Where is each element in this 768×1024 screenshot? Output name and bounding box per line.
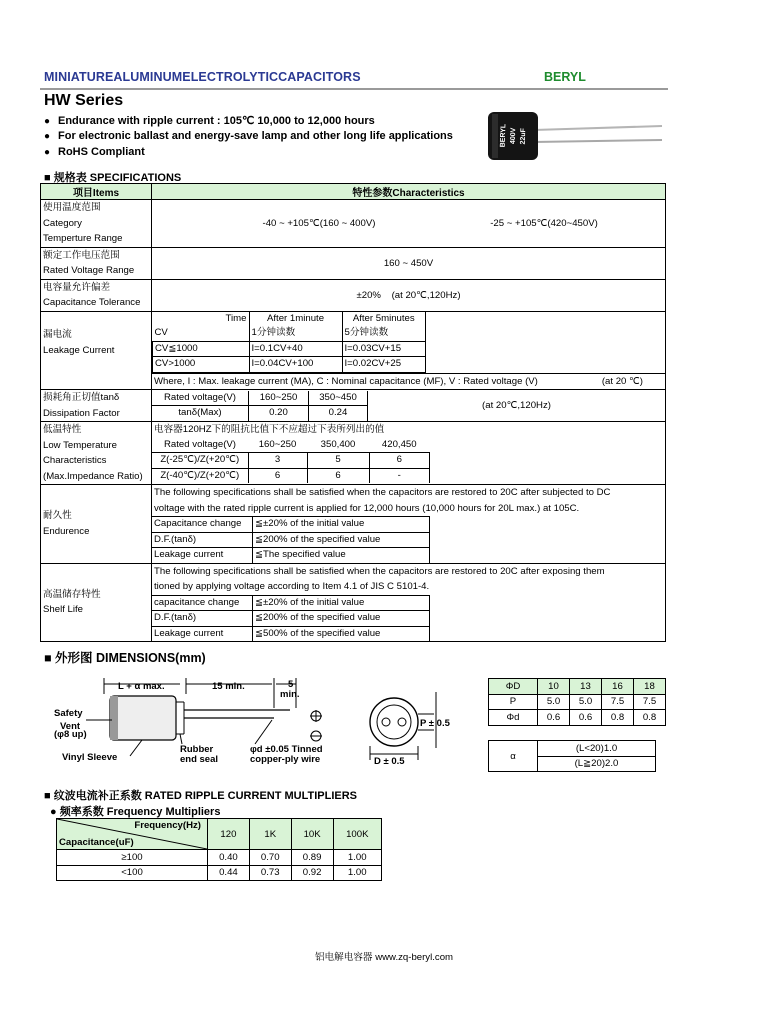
label-vent-size: (φ8 up) [54,729,87,740]
spec-heading: ■ 规格表 SPECIFICATIONS [44,172,182,184]
label-wire-2: copper-ply wire [250,754,321,765]
series-title: HW Series [44,92,124,109]
leakage-note: Where, I : Max. leakage current (MA), C : Nominal capacitance (MF), V : Rated voltage (V) [154,375,538,387]
label-vinyl-sleeve: Vinyl Sleeve [62,752,118,763]
col-characteristics: 特性参数Characteristics [152,184,666,200]
label-p-tol: P ± 0.5 [420,718,450,729]
category-range-2: -25 ~ +105℃(420~450V) [490,217,598,229]
dissipation-cond: (at 20℃,120Hz) [482,400,551,411]
ripple-table: Frequency(Hz) Capacitance(uF) 120 1K 10K 100K ≥100 0.40 0.70 0.89 1.00 <100 0.44 0.73 0.92 1.00 [56,818,382,881]
label-rubber: Rubber [180,744,214,755]
row-low-temperature: 低温特性 Low Temperature Characteristics (Max.Impedance Ratio) 电容器120HZ下的阻抗比值下不应超过下表所列出的值 Rated voltage(V) 160~250 350,400 420,450 Z(-25℃)/Z(+20℃) 3 5 6 Z(-40℃)/Z(+20℃) 6 6 - [41,422,666,485]
row-category: 使用温度范围 Category Temperture Range -40 ~ +105℃(160 ~ 400V) -25 ~ +105℃(420~450V) [41,200,666,248]
capacitor-marking-capacitance: 22uF [519,128,528,145]
voltage-value: 160 ~ 450V [152,247,666,279]
label-min: min. [280,689,300,700]
row-endurance: 耐久性 Endurence The following specifications shall be satisfied when the capacitors are restored to 20C after subjected to DC voltage with the rated ripple current is applied for 12,000 hours (10,000 hours for 20L max.) at 105C. Capacitance change ≦±20% of the initial value D.F.(tanδ) ≦200% of the specified value Leakage current ≦The specified value [41,485,666,564]
col-items: 项目Items [41,184,152,200]
row-leakage: 漏电流 Leakage Current Time After 1minute After 5minutes CV 1分钟读数 5分钟读数 CV≦1000 I=0.1CV+40 I=0.03CV+15 CV>1000 I=0.04CV+100 I=0.02CV+25 Where, I : Max. leakage current (MA), C : Nominal capacitance (MF), V : Rated voltage (V) (at 20 ℃) [41,311,666,390]
brand-name: BERYL [544,70,586,84]
row-shelf-life: 高温储存特性 Shelf Life The following specifications shall be satisfied when the capacitors are restored to 20C after exposing them tioned by applying voltage according to Item 4.1 of JIS C 5101-4. capacitance change ≦±20% of the initial value D.F.(tanδ) ≦200% of the specified value Leakage current ≦500% of the specified value [41,563,666,642]
capacitor-marking-brand: BERYL [499,123,508,148]
label-d-tol: D ± 0.5 [374,756,405,767]
row-voltage: 额定工作电压范围 Rated Voltage Range 160 ~ 450V [41,247,666,279]
ripple-heading: ■ 纹波电流补正系数 RATED RIPPLE CURRENT MULTIPLIERS [44,790,358,802]
alpha-table: α (L<20)1.0 (L≧20)2.0 [488,740,656,772]
capacitor-marking-voltage: 400V [509,127,518,145]
label-vent: Vent [60,721,81,732]
feature-2: ● For electronic ballast and energy-save lamp and other long life applications [44,130,453,142]
feature-1: ● Endurance with ripple current : 105℃ 10,000 to 12,000 hours [44,115,375,127]
ripple-row: ≥100 0.40 0.70 0.89 1.00 [57,850,382,866]
doc-header-title: MINIATUREALUMINUMELECTROLYTICCAPACITORS [44,70,361,84]
category-range-1: -40 ~ +105℃(160 ~ 400V) [262,217,376,229]
header-rule [40,88,668,90]
dimensions-heading: ■ 外形图 DIMENSIONS(mm) [44,651,206,665]
footer: 铝电解电容器 www.zq-beryl.com [314,952,454,963]
label-wire-1: φd ±0.05 Tinned [250,744,323,755]
freq-label: Frequency(Hz) [134,820,201,831]
spec-table [40,183,666,642]
row-tolerance: 电容量允许偏差 Capacitance Tolerance ±20% (at 20℃,120Hz) [41,279,666,311]
capacitor-photo [484,110,664,162]
cap-label: Capacitance(uF) [59,837,134,848]
ripple-row: <100 0.44 0.73 0.92 1.00 [57,865,382,881]
dimension-drawing [50,672,470,772]
tolerance-value: ±20% [356,289,381,301]
label-safety: Safety [54,708,83,719]
label-l-alpha: L + α max. [118,681,165,692]
lowtemp-note: 电容器120HZ下的阻抗比值下不应超过下表所列出的值 [154,424,385,435]
feature-3: ● RoHS Compliant [44,146,145,158]
tolerance-cond: (at 20℃,120Hz) [391,289,461,301]
label-end-seal: end seal [180,754,219,765]
frequency-subheading: ● 频率系数 Frequency Multipliers [50,806,221,818]
row-dissipation: 损耗角正切值tanδ Dissipation Factor Rated voltage(V) 160~250 350~450 tanδ(Max) 0.20 0.24 (at 20℃,120Hz) [41,390,666,422]
label-15min: 15 min. [212,681,245,692]
dimension-table: ΦD 10 13 16 18 P 5.0 5.0 7.5 7.5 Φd 0.6 0.6 0.8 0.8 [488,678,666,726]
label-5: 5 [288,679,294,690]
